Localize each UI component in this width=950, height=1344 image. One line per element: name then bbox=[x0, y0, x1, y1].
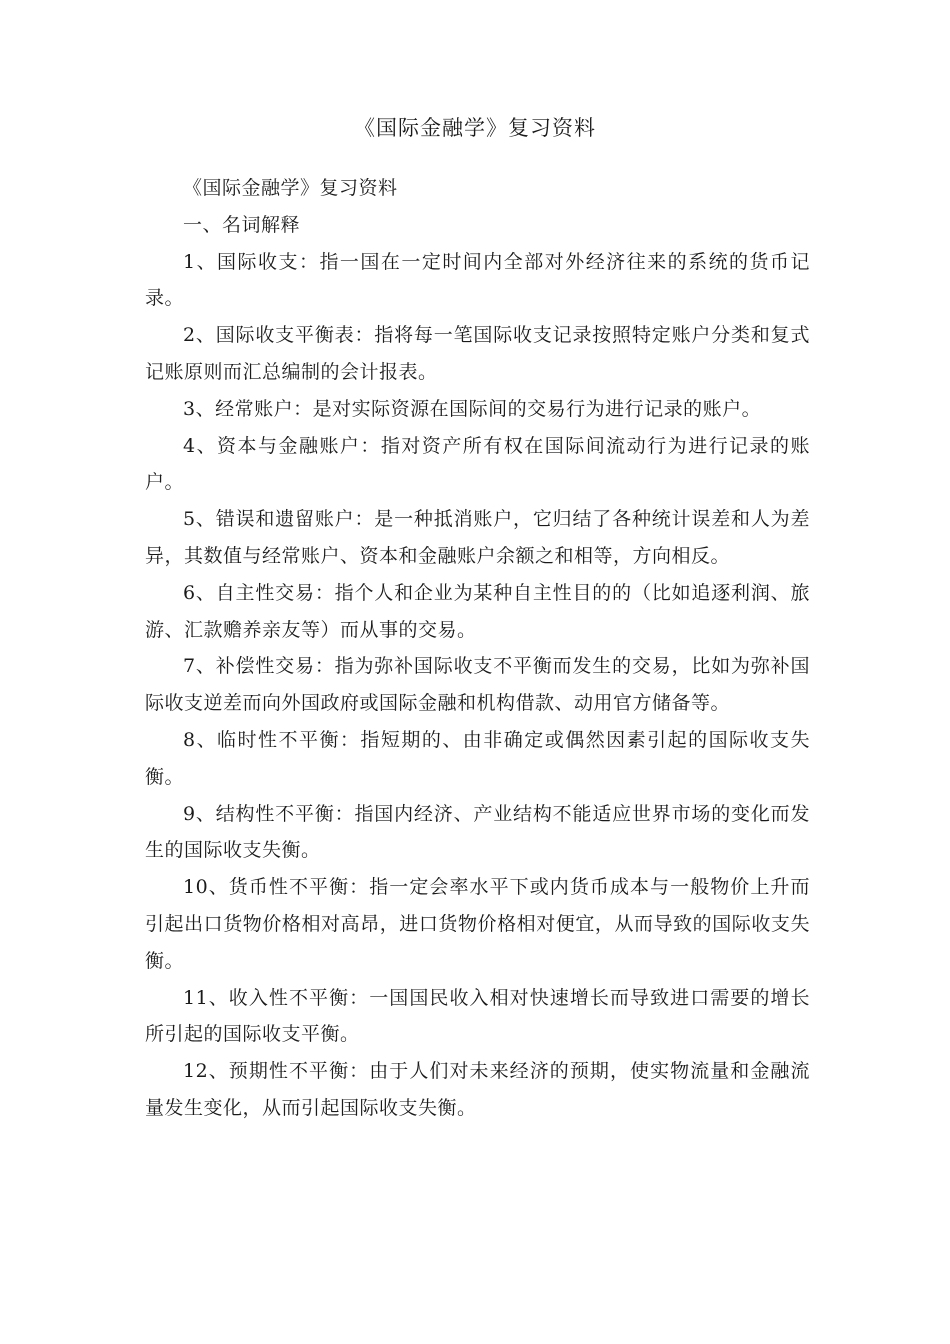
definition-paragraph: 3、经常账户：是对实际资源在国际间的交易行为进行记录的账户。 bbox=[183, 397, 762, 420]
definition-paragraph: 12、预期性不平衡：由于人们对未来经济的预期，使实物流量和金融流量发生变化，从而引起国际收支失衡。 bbox=[145, 1060, 810, 1119]
definition-paragraph: 9、结构性不平衡：指国内经济、产业结构不能适应世界市场的变化而发生的国际收支失衡。 bbox=[145, 802, 810, 862]
section-heading: 一、名词解释 bbox=[183, 213, 301, 236]
definition-paragraph: 8、临时性不平衡：指短期的、由非确定或偶然因素引起的国际收支失衡。 bbox=[145, 728, 810, 788]
document-title: 《国际金融学》复习资料 bbox=[354, 116, 596, 140]
definition-paragraph: 5、错误和遗留账户：是一种抵消账户，它归结了各种统计误差和人为差异，其数值与经常账户、资本和金融账户余额之和相等，方向相反。 bbox=[145, 508, 810, 567]
definition-paragraph: 7、补偿性交易：指为弥补国际收支不平衡而发生的交易，比如为弥补国际收支逆差而向外国政府或国际金融和机构借款、动用官方储备等。 bbox=[145, 655, 810, 715]
definition-paragraph: 6、自主性交易：指个人和企业为某种自主性目的的（比如追逐利润、旅游、汇款赡养亲友等）而从事的交易。 bbox=[145, 581, 810, 641]
definition-paragraph: 10、货币性不平衡：指一定会率水平下或内货币成本与一般物价上升而引起出口货物价格相对高昂，进口货物价格相对便宜，从而导致的国际收支失衡。 bbox=[145, 876, 810, 972]
document-body bbox=[145, 170, 810, 1127]
definition-paragraph: 11、收入性不平衡：一国国民收入相对快速增长而导致进口需要的增长所引起的国际收支平衡。 bbox=[145, 986, 810, 1046]
definition-paragraph: 4、资本与金融账户：指对资产所有权在国际间流动行为进行记录的账户。 bbox=[145, 434, 810, 494]
definition-paragraph: 2、国际收支平衡表：指将每一笔国际收支记录按照特定账户分类和复式记账原则而汇总编制的会计报表。 bbox=[145, 324, 810, 383]
document-subtitle: 《国际金融学》复习资料 bbox=[183, 177, 398, 199]
definition-paragraph: 1、国际收支：指一国在一定时间内全部对外经济往来的系统的货币记录。 bbox=[145, 250, 810, 310]
